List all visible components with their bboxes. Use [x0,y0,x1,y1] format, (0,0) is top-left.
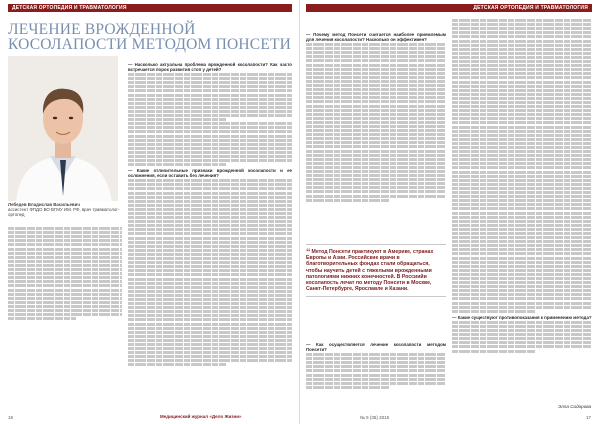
issue-number: № 5 (35) 2015 [360,415,390,420]
author-name: Лебедев Владислав Васильевич [8,202,80,207]
pull-quote [306,244,446,297]
question-3: — Почему метод Понсети считается наиболее приемлемым для лечения косолапости? Насколько он эффективен? [306,32,446,42]
author-signature: Элла Сидорова [558,404,592,409]
page-number-right: 17 [586,415,592,420]
section-header-label: ДЕТСКАЯ ОРТОПЕДИЯ И ТРАВМАТОЛОГИЯ [473,5,588,11]
journal-name: Медицинский журнал «Дело Жизни» [160,414,242,419]
section-header-left [8,4,292,12]
quote-mark-icon: “ [306,247,311,257]
article-column-1 [8,226,122,408]
question-4: — Как осуществляется лечение косолапости методом Понсети? [306,342,446,352]
article-column-3 [306,30,446,240]
section-header-label: ДЕТСКАЯ ОРТОПЕДИЯ И ТРАВМАТОЛОГИЯ [12,5,127,11]
question-1: — Насколько актуальна проблема врожденной косолапости? Как часто встречается порок развития стоп у детей? [128,62,292,72]
question-5: — Какие существуют противопоказания к применению метода? [452,314,592,320]
page-number-left: 16 [8,415,14,420]
section-header-right [306,4,592,12]
portrait-image [8,56,118,201]
article-column-2 [128,60,292,408]
author-caption [8,202,126,218]
pull-quote-text: Метод Понсети практикуют в Америке, странах Европы и Азии. Российские врачи в благотворительных фондах стали обращаться, чтобы научить детей с тяжелыми врожденными патологиями нижних конечностей. В Россиийи косолапость лечат по методу Понсети в Москве, Санкт-Петербурге, Ярославле и Казани. [306,249,434,293]
article-title: ЛЕЧЕНИЕ ВРОЖДЕННОЙ КОСОЛАПОСТИ МЕТОДОМ ПОНСЕТИ [8,21,292,53]
question-2: — Какие отличительные признаки врожденной косолапости и ее осложнения, если оставить без лечения? [128,168,292,179]
article-column-4 [452,18,592,402]
right-page [300,0,600,424]
author-photo [8,56,118,201]
author-position: ассистент ФПДО ВО ВГМУ ИМ. РФ, врач травматолог-ортопед [8,207,120,218]
article-column-3b [306,340,446,408]
